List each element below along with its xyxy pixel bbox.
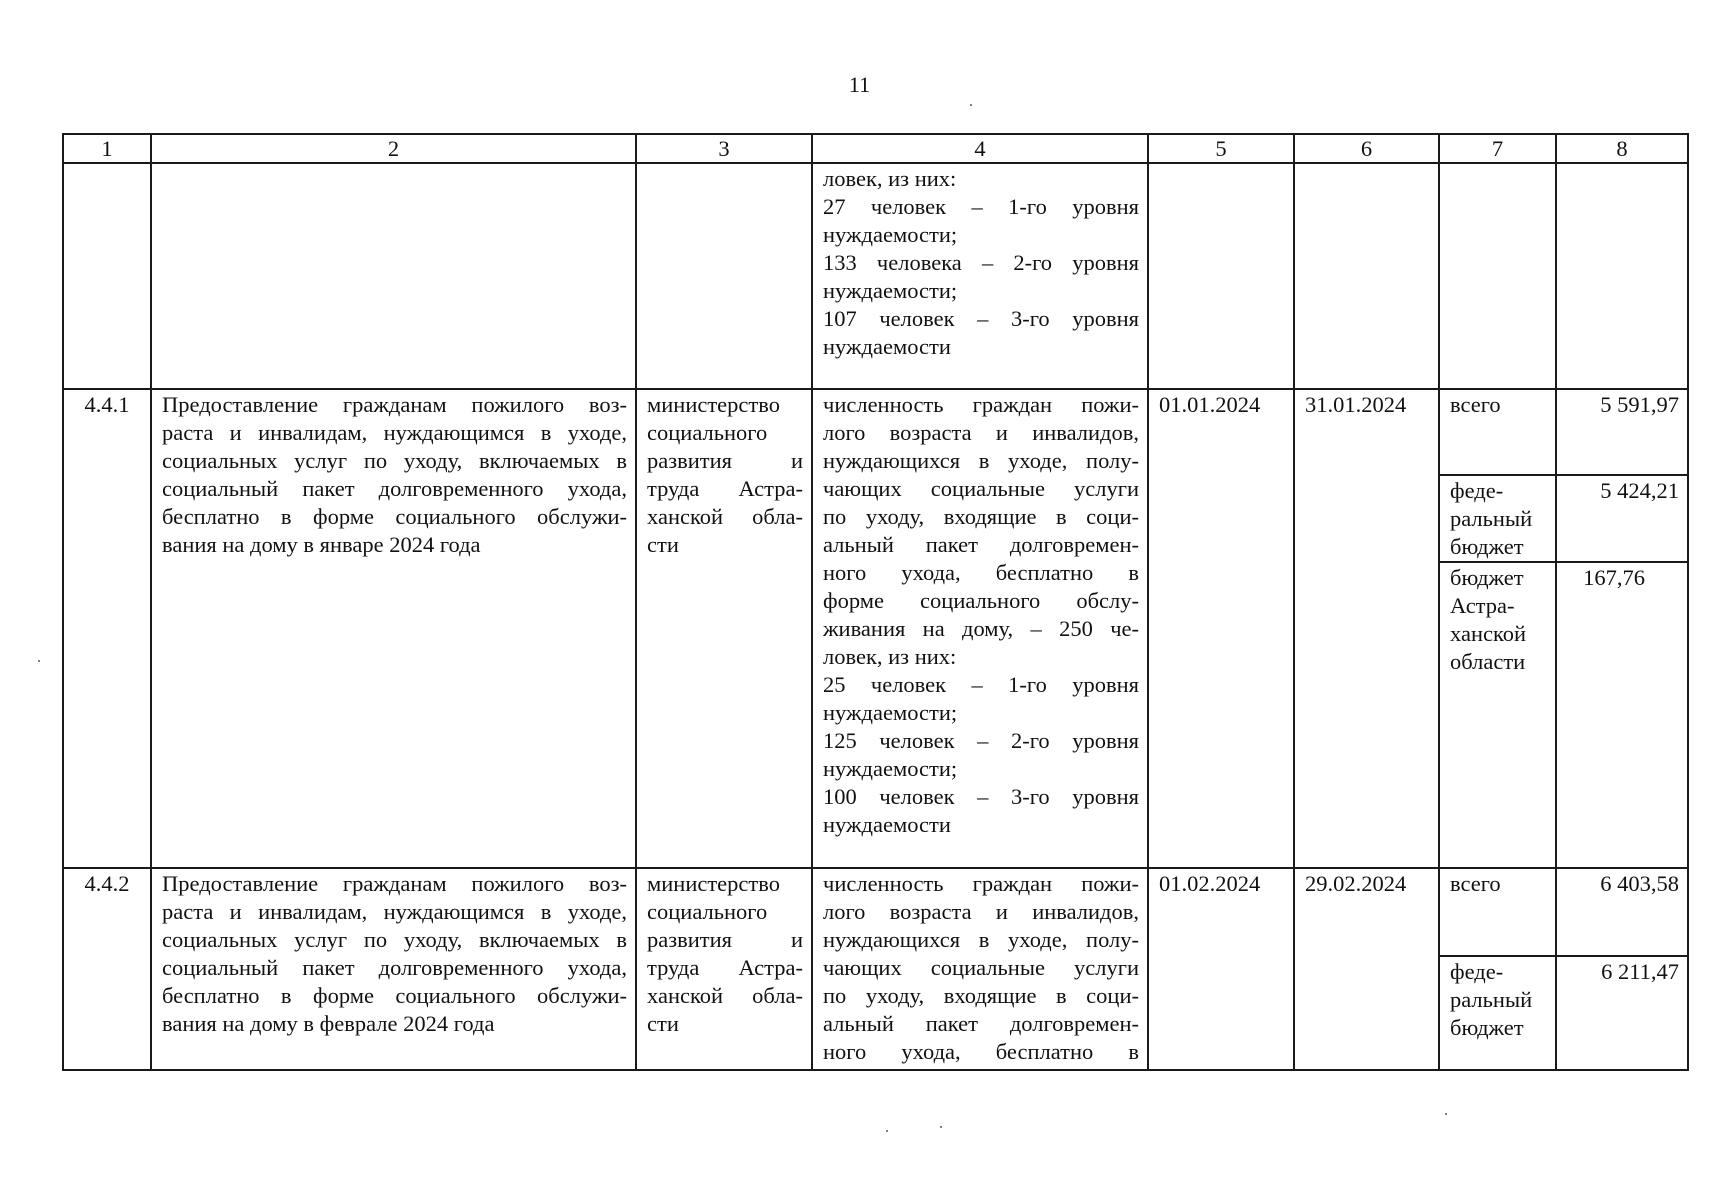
text-line: бесплатно в форме социального обслужи-: [162, 504, 627, 529]
cont-cell-1: [63, 163, 151, 389]
funding-source: [1439, 956, 1556, 1070]
text-line: сти: [647, 1011, 679, 1036]
text-line: бюджет: [1450, 534, 1524, 559]
table-row-4-4-2: [63, 868, 1688, 956]
scan-speck: [970, 104, 972, 106]
text-line: ного ухода, бесплатно в: [823, 560, 1139, 585]
text-line: развития и: [647, 927, 803, 952]
row-description: [151, 868, 636, 1070]
text-line: ного ухода, бесплатно в: [823, 1039, 1139, 1064]
text-line: 133 человека – 2-го уровня: [823, 250, 1139, 275]
row-start-date: 01.01.2024: [1148, 389, 1294, 868]
text-line: развития и: [647, 448, 803, 473]
text-line: Предоставление гражданам пожилого воз-: [162, 871, 627, 896]
text-line: ловек, из них:: [823, 166, 957, 191]
text-line: бюджет: [1450, 1015, 1524, 1040]
scan-speck: [940, 1126, 942, 1128]
cont-indicator: [812, 163, 1148, 389]
text-line: 100 человек – 3-го уровня: [823, 784, 1139, 809]
funding-amount: 167,76: [1556, 562, 1688, 868]
text-line: альный пакет долговремен-: [823, 532, 1139, 557]
text-line: нуждающихся в уходе, полу-: [823, 448, 1139, 473]
row-number: 4.4.1: [63, 389, 151, 868]
text-line: социальных услуг по уходу, включаемых в: [162, 448, 627, 473]
text-line: численность граждан пожи-: [823, 871, 1139, 896]
column-number-row: [63, 134, 1688, 163]
funding-source: [1439, 389, 1556, 475]
funding-amount: 6 403,58: [1556, 868, 1688, 956]
cont-cell-3: [636, 163, 812, 389]
text-line: Предоставление гражданам пожилого воз-: [162, 392, 627, 417]
text-line: лого возраста и инвалидов,: [823, 899, 1139, 924]
text-line: ральный: [1450, 506, 1533, 531]
row-executor: [636, 389, 812, 868]
cont-cell-6: [1294, 163, 1439, 389]
text-line: 125 человек – 2-го уровня: [823, 728, 1139, 753]
text-line: ловек, из них:: [823, 644, 957, 669]
text-line: ханской обла-: [647, 504, 803, 529]
row-indicator: [812, 389, 1148, 868]
text-line: сти: [647, 532, 679, 557]
text-line: альный пакет долговремен-: [823, 1011, 1139, 1036]
col-header-6: 6: [1294, 134, 1439, 163]
row-end-date: 31.01.2024: [1294, 389, 1439, 868]
continuation-row: [63, 163, 1688, 389]
funding-amount: 5 591,97: [1556, 389, 1688, 475]
text-line: министерство: [647, 871, 780, 896]
text-line: феде-: [1450, 478, 1504, 503]
text-line: ханской обла-: [647, 983, 803, 1008]
text-line: труда Астра-: [647, 955, 803, 980]
col-header-5: 5: [1148, 134, 1294, 163]
text-line: по уходу, входящие в соци-: [823, 504, 1139, 529]
text-line: труда Астра-: [647, 476, 803, 501]
text-line: 25 человек – 1-го уровня: [823, 672, 1139, 697]
col-header-8: 8: [1556, 134, 1688, 163]
row-start-date: 01.02.2024: [1148, 868, 1294, 1070]
table-row-4-4-1: [63, 389, 1688, 475]
text-line: лого возраста и инвалидов,: [823, 420, 1139, 445]
text-line: вания на дому в январе 2024 года: [162, 532, 481, 557]
text-line: 27 человек – 1-го уровня: [823, 194, 1139, 219]
text-line: чающих социальные услуги: [823, 476, 1139, 501]
row-indicator: [812, 868, 1148, 1070]
funding-source: [1439, 562, 1556, 868]
cont-cell-2: [151, 163, 636, 389]
text-line: нуждаемости;: [823, 756, 958, 781]
text-line: чающих социальные услуги: [823, 955, 1139, 980]
text-line: социальный пакет долговременного ухода,: [162, 476, 627, 501]
row-description: [151, 389, 636, 868]
text-line: живания на дому, – 250 че-: [823, 616, 1139, 641]
text-line: нуждаемости: [823, 334, 951, 359]
text-line: социальный пакет долговременного ухода,: [162, 955, 627, 980]
text-line: ханской: [1450, 621, 1527, 646]
text-line: всего: [1450, 392, 1501, 417]
scan-speck: [886, 1130, 888, 1132]
text-line: социального: [647, 420, 768, 445]
funding-source: [1439, 475, 1556, 562]
col-header-4: 4: [812, 134, 1148, 163]
page-number: 11: [848, 72, 871, 97]
text-line: министерство: [647, 392, 780, 417]
text-line: бесплатно в форме социального обслужи-: [162, 983, 627, 1008]
col-header-7: 7: [1439, 134, 1556, 163]
text-line: нуждаемости: [823, 812, 951, 837]
row-number: 4.4.2: [63, 868, 151, 1070]
funding-source: [1439, 868, 1556, 956]
text-line: социальных услуг по уходу, включаемых в: [162, 927, 627, 952]
text-line: нуждаемости;: [823, 278, 958, 303]
text-line: вания на дому в феврале 2024 года: [162, 1011, 495, 1036]
text-line: бюджет: [1450, 565, 1524, 590]
cont-cell-5: [1148, 163, 1294, 389]
row-executor: [636, 868, 812, 1070]
text-line: раста и инвалидам, нуждающимся в уходе,: [162, 420, 627, 445]
text-line: ральный: [1450, 987, 1533, 1012]
scan-speck: [38, 660, 40, 662]
text-line: нуждаемости;: [823, 700, 958, 725]
col-header-1: 1: [63, 134, 151, 163]
cont-cell-8: [1556, 163, 1688, 389]
text-line: социального: [647, 899, 768, 924]
text-line: нуждаемости;: [823, 222, 958, 247]
col-header-2: 2: [151, 134, 636, 163]
funding-amount: 6 211,47: [1556, 956, 1688, 1070]
row-end-date: 29.02.2024: [1294, 868, 1439, 1070]
text-line: феде-: [1450, 959, 1504, 984]
text-line: 107 человек – 3-го уровня: [823, 306, 1139, 331]
text-line: нуждающихся в уходе, полу-: [823, 927, 1139, 952]
program-table: [62, 133, 1689, 1071]
text-line: области: [1450, 649, 1526, 674]
text-line: Астра-: [1450, 593, 1515, 618]
cont-cell-7: [1439, 163, 1556, 389]
text-line: численность граждан пожи-: [823, 392, 1139, 417]
col-header-3: 3: [636, 134, 812, 163]
funding-amount: 5 424,21: [1556, 475, 1688, 562]
text-line: раста и инвалидам, нуждающимся в уходе,: [162, 899, 627, 924]
text-line: форме социального обслу-: [823, 588, 1139, 613]
scan-speck: [1445, 1113, 1447, 1115]
text-line: всего: [1450, 871, 1501, 896]
text-line: по уходу, входящие в соци-: [823, 983, 1139, 1008]
